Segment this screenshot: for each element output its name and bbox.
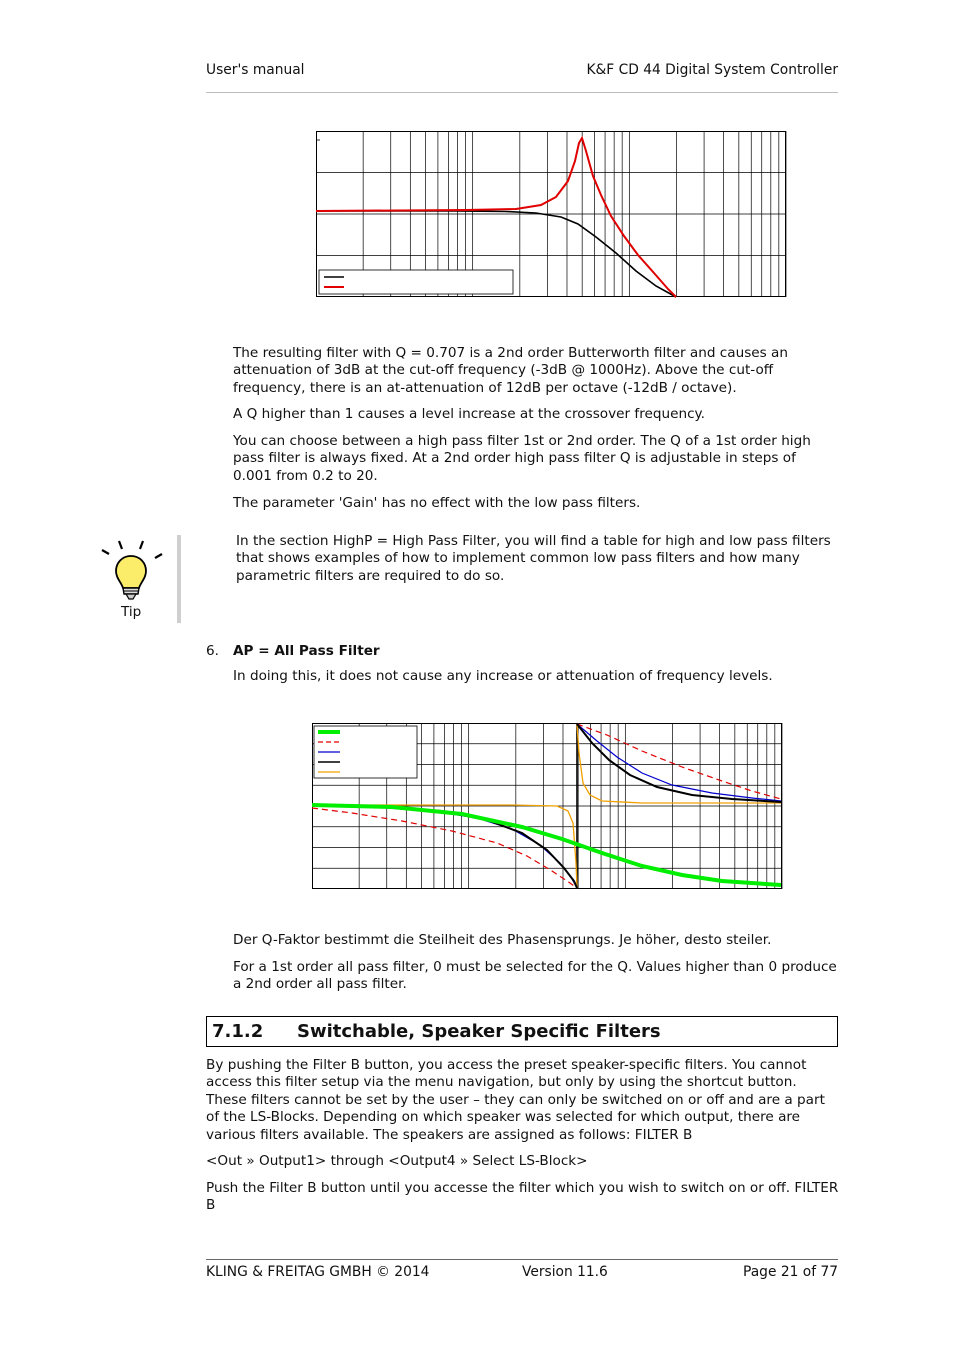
paragraph-butterworth: The resulting filter with Q = 0.707 is a 2nd order Butterworth filter and causes an attenuation of 3dB at the cut-off frequency (-3dB @ 1000Hz). Above the cut-off frequency, there is an at-attenuation of 12dB per octave (-12dB / octave).	[233, 345, 788, 396]
paragraph-1st-order-allpass: For a 1st order all pass filter, 0 must be selected for the Q. Values higher than 0 produce a 2nd order all pass filter.	[233, 959, 837, 993]
paragraph-gain: The parameter 'Gain' has no effect with the low pass filters.	[233, 495, 641, 511]
series-green-curve	[312, 805, 781, 885]
section-number: 7.1.2	[212, 1021, 264, 1042]
paragraph-q-factor-german: Der Q-Faktor bestimmt die Steilheit des Phasensprungs. Je höher, desto steiler.	[233, 932, 772, 948]
header-rule	[206, 92, 838, 93]
footer-center: Version 11.6	[522, 1264, 608, 1280]
paragraph-push-filter-b: Push the Filter B button until you accesse the filter which you wish to switch on or off. FILTER B	[206, 1180, 839, 1214]
footer-left: KLING & FREITAG GMBH © 2014	[206, 1264, 430, 1280]
lowpass-chart	[316, 131, 787, 299]
section-title: Switchable, Speaker Specific Filters	[297, 1021, 661, 1042]
chart-legend	[319, 270, 513, 294]
footer-rule	[206, 1259, 838, 1260]
tip-label: Tip	[121, 604, 142, 620]
paragraph-output-path: <Out » Output1> through <Output4 » Select LS-Block>	[206, 1153, 588, 1169]
lightbulb-icon	[98, 538, 166, 606]
paragraph-q-higher: A Q higher than 1 causes a level increase at the crossover frequency.	[233, 406, 705, 422]
tip-vertical-bar	[177, 535, 181, 623]
section-heading	[206, 1016, 838, 1047]
header-right: K&F CD 44 Digital System Controller	[586, 62, 838, 78]
paragraph-allpass: In doing this, it does not cause any increase or attenuation of frequency levels.	[233, 668, 773, 684]
footer-right: Page 21 of 77	[743, 1264, 838, 1280]
allpass-chart	[312, 723, 783, 890]
paragraph-highpass-order: You can choose between a high pass filter 1st or 2nd order. The Q of a 1st order high pass filter is always fixed. At a 2nd order high pass filter Q is adjustable in steps of 0.001 from 0.2 to 20.	[233, 433, 811, 484]
list-item-title: AP = All Pass Filter	[233, 643, 380, 659]
paragraph-filter-b: By pushing the Filter B button, you access the preset speaker-specific filters. You cannot access this filter setup via the menu navigation, but only by using the shortcut button. These filters cannot be set by the user – they can only be switched on or off and are a part of the LS-Blocks. Depending on which speaker was selected for which output, there are various filters available. The speakers are assigned as follows: FILTER B	[206, 1057, 825, 1143]
tip-text: In the section HighP = High Pass Filter, you will find a table for high and low pass filters that shows examples of how to implement common low pass filters and how many parametric filters are required to do so.	[236, 533, 831, 584]
list-number: 6.	[206, 643, 219, 659]
header-left: User's manual	[206, 62, 305, 78]
